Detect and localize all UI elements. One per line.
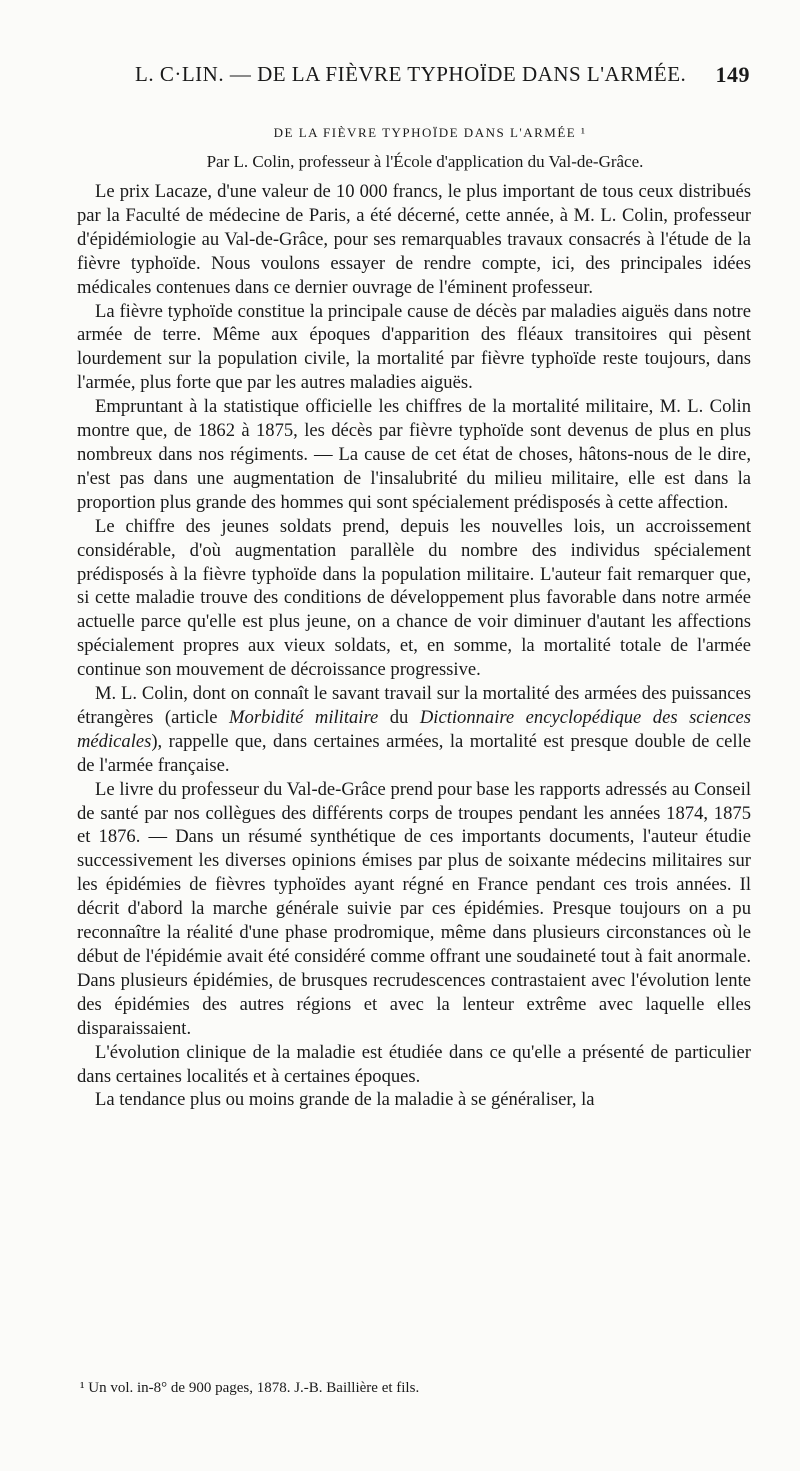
paragraph: Le prix Lacaze, d'une valeur de 10 000 francs, le plus important de tous ceux distribués par la Faculté de médecine de Paris, a été décerné, cette année, à M. L. Colin, professeur d'épidémiologie au Val-de-Grâce, pour ses remarquables travaux consacrés à l'étude de la fièvre typhoïde. Nous voulons essayer de rendre compte, ici, des principales idées médicales contenues dans ce dernier ouvrage de l'éminent professeur. — [77, 181, 751, 298]
running-title: L. C·LIN. — DE LA FIÈVRE TYPHOÏDE DANS L'ARMÉE. — [135, 62, 687, 86]
paragraph: L'évolution clinique de la maladie est étudiée dans ce qu'elle a présenté de particulier dans certaines localités et à certaines époques. — [77, 1041, 751, 1087]
paragraph — [77, 682, 751, 778]
paragraph-text: ), rappelle que, dans certaines armées, la mortalité est presque double de celle de l'armée française. — [77, 730, 751, 776]
italic-title: Dictionnaire encyclopédique des sciences médicales — [77, 706, 752, 752]
page-number: 149 — [715, 62, 750, 87]
paragraph: La fièvre typhoïde constitue la principale cause de décès par maladies aiguës dans notre armée de terre. Même aux époques d'apparition des fléaux transitoires qui pèsent lourdement sur la population civile, la mortalité par fièvre typhoïde reste toujours, dans l'armée, plus forte que par les autres maladies aiguës. — [77, 300, 751, 394]
paragraph-text: M. L. Colin, dont on connaît le savant travail sur la mortalité des armées des puissances étrangères (article — [77, 683, 751, 728]
paragraph: Le chiffre des jeunes soldats prend, depuis les nouvelles lois, un accroissement considérable, d'où augmentation parallèle du nombre des individus spécialement prédisposés à la fièvre typhoïde dans la population militaire. L'auteur fait remarquer que, si cette maladie trouve des conditions de développement plus favorable dans notre armée actuelle parce qu'elle est plus jeune, on a chance de voir diminuer d'autant les affections spécialement propres aux vieux soldats, et, en somme, la mortalité totale de l'armée continue son mouvement de décroissance progressive. — [77, 515, 751, 681]
article-title: DE LA FIÈVRE TYPHOÏDE DANS L'ARMÉE ¹ — [273, 125, 587, 140]
paragraph: La tendance plus ou moins grande de la maladie à se généraliser, la — [95, 1089, 595, 1111]
italic-title: Morbidité militaire — [229, 706, 379, 728]
article-byline: Par L. Colin, professeur à l'École d'application du Val-de-Grâce. — [206, 152, 644, 171]
footnote: ¹ Un vol. in-8° de 900 pages, 1878. J.-B. Baillière et fils. — [80, 1380, 420, 1396]
paragraph: Empruntant à la statistique officielle les chiffres de la mortalité militaire, M. L. Colin montre que, de 1862 à 1875, les décès par fièvre typhoïde sont devenus de plus en plus nombreux dans nos régiments. — La cause de cet état de choses, hâtons-nous de le dire, n'est pas dans une augmentation de l'insalubrité du milieu militaire, elle est dans la proportion plus grande des hommes qui sont spécialement prédisposés à cette affection. — [77, 396, 751, 513]
running-header — [95, 62, 760, 98]
paragraph-text: du — [378, 706, 420, 728]
body-text — [77, 180, 751, 1112]
paragraph: Le livre du professeur du Val-de-Grâce prend pour base les rapports adressés au Conseil de santé par nos collègues des différents corps de troupes pendant les années 1874, 1875 et 1876. — Dans un résumé synthétique de ces importants documents, l'auteur étudie successivement les diverses opinions émises par plus de soixante médecins militaires sur les épidémies de fièvres typhoïdes ayant régné en France pendant ces trois années. Il décrit d'abord la marche générale suivie par ces épidémies. Presque toujours on a pu reconnaître la réalité d'une phase prodromique, même dans plusieurs circonstances où le début de l'épidémie avait été considéré comme offrant une soudaineté tout à fait anormale. Dans plusieurs épidémies, de brusques recrudescences contrastaient avec l'évolution lente des épidémies des autres régions et avec la lenteur extrême avec laquelle elles disparaissaient. — [77, 778, 751, 1039]
